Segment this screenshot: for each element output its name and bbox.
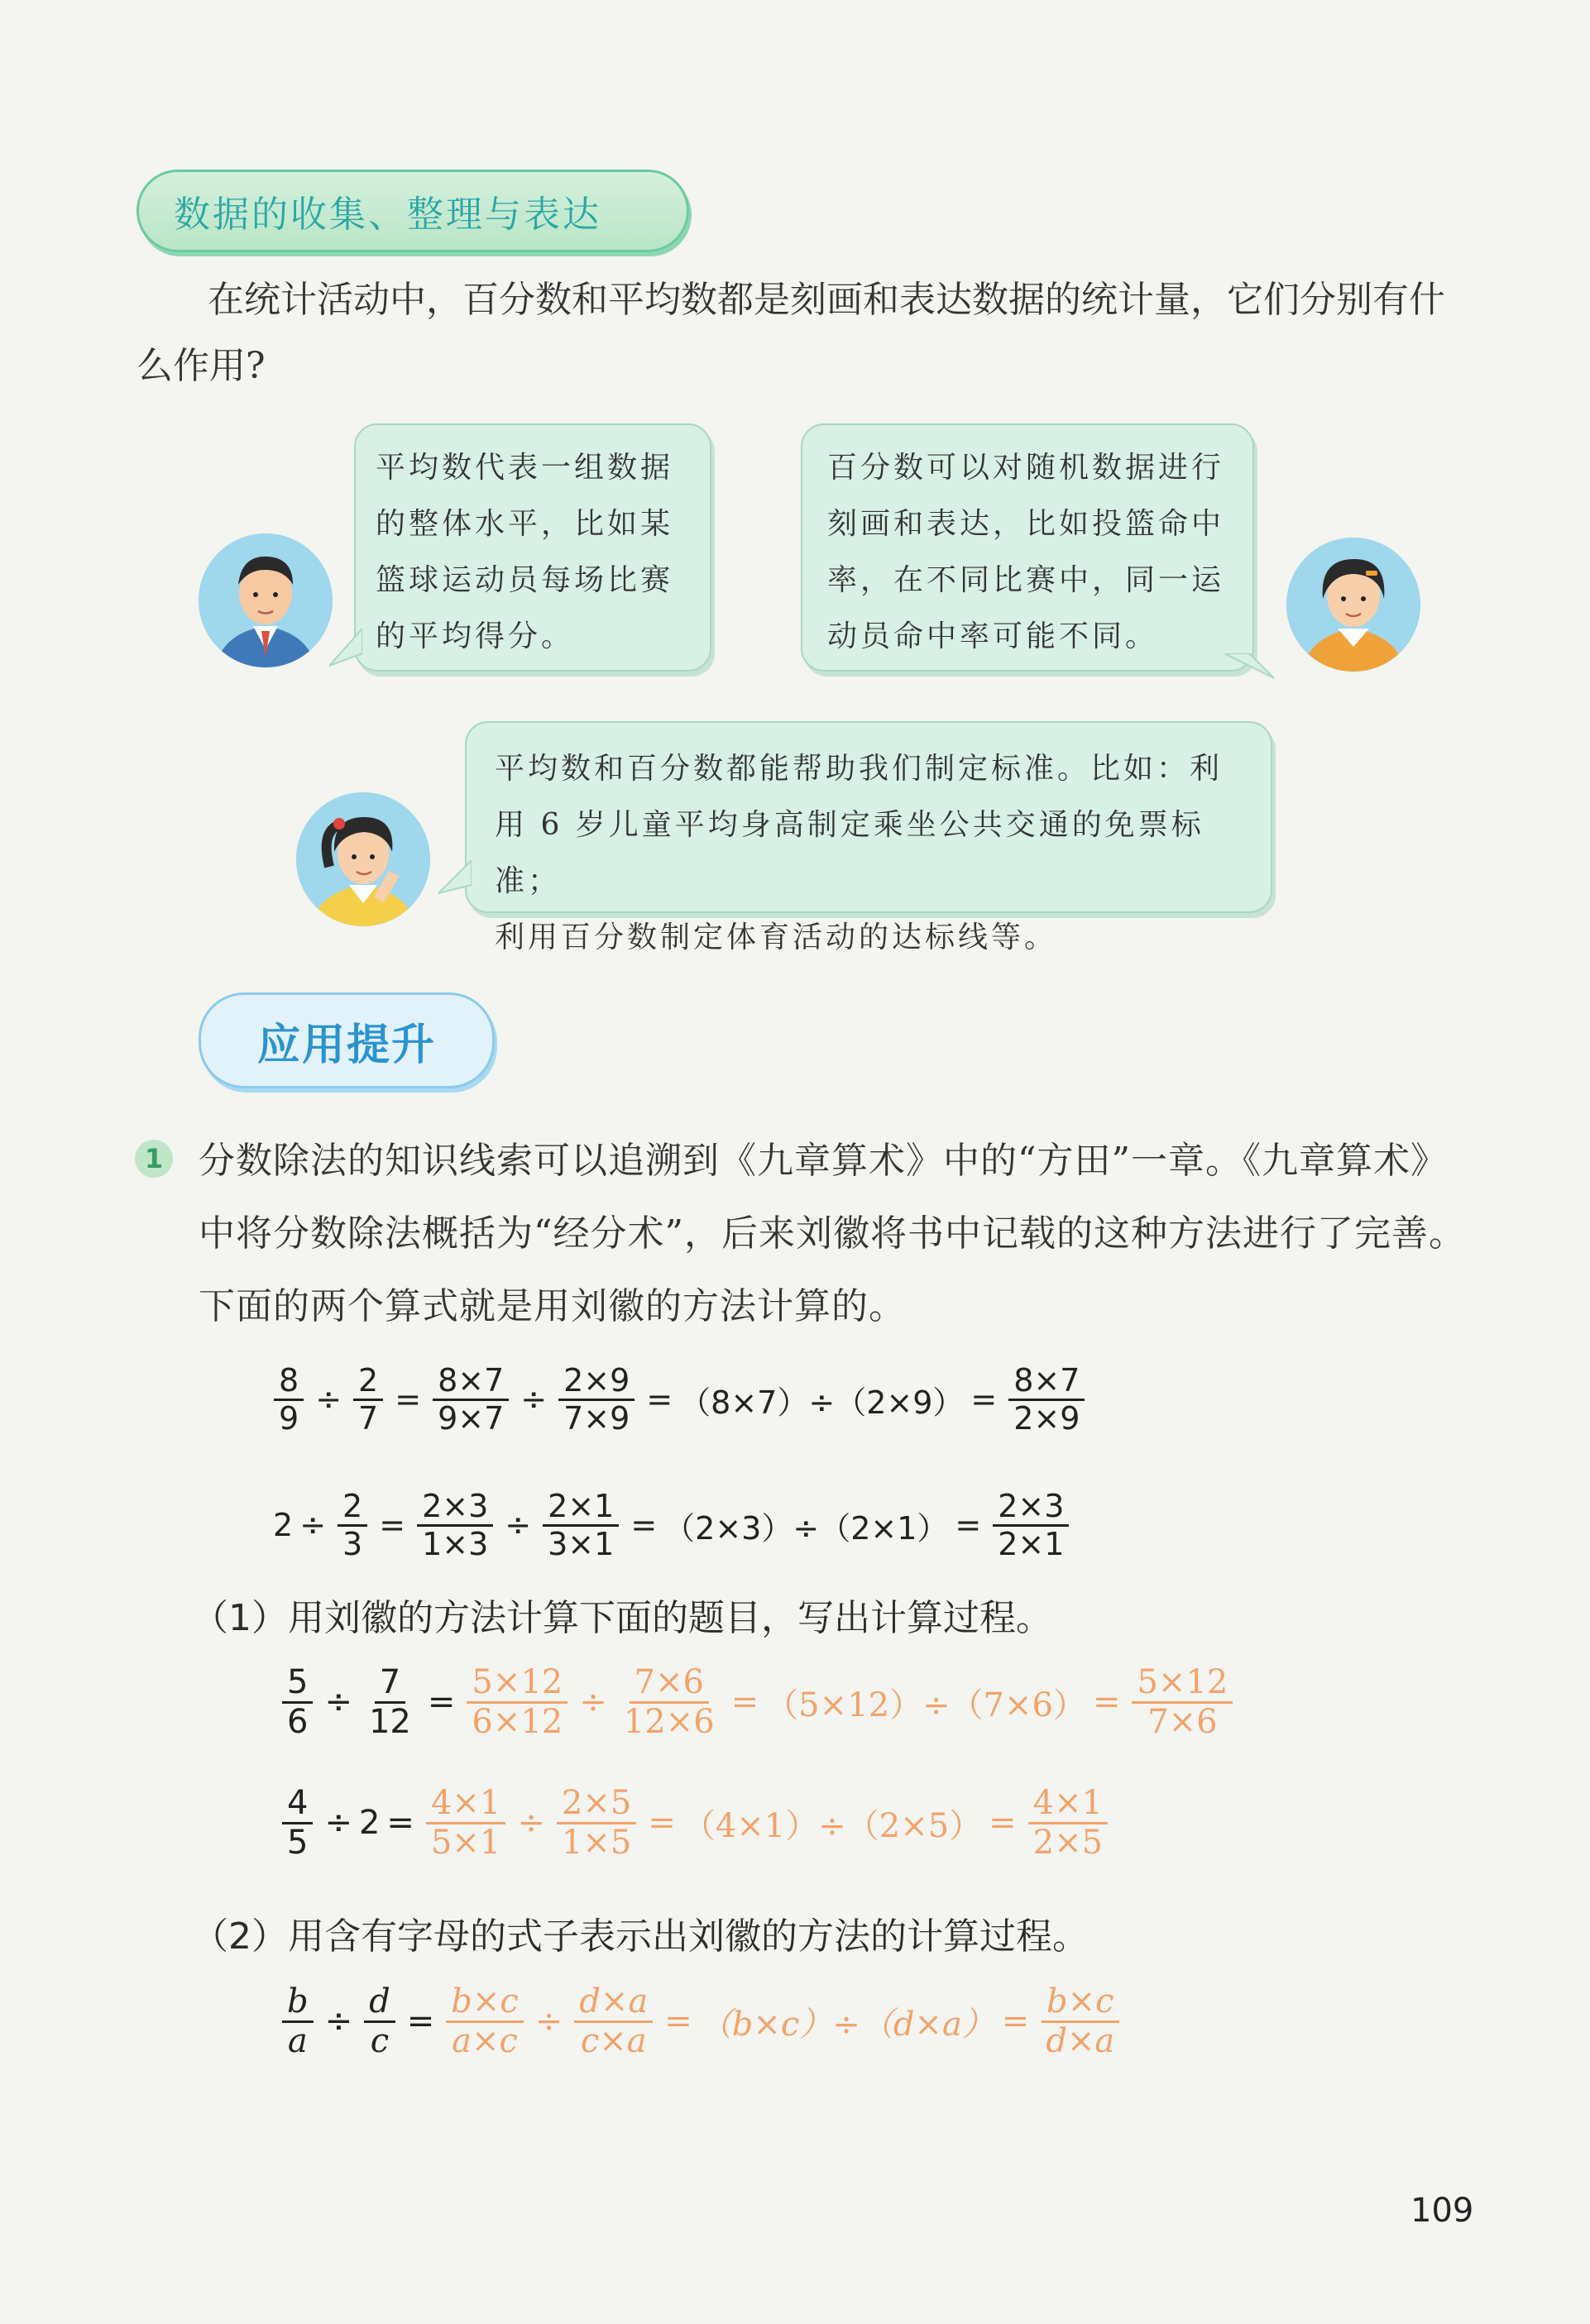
bubble-line: 平均数和百分数都能帮助我们制定标准。比如：利 [495, 752, 1224, 786]
question-text: 分数除法的知识线索可以追溯到《九章算术》中的“方田”一章。《九章算术》中将分数除法概括为“经分术”，后来刘徽将书中记载的这种方法进行了完善。下面的两个算式就是用刘徽的方法计算的。 [199, 1140, 1466, 1327]
section2-title: 应用提升 [256, 1020, 436, 1070]
fraction: $\frac{7}{12}$ [368, 1663, 411, 1741]
bubble-line: 利用百分数制定体育活动的达标线等。 [495, 921, 1058, 954]
fraction: $\frac{4}{5}$ [282, 1785, 313, 1862]
example-equation-2: 2 ÷ $\frac{2}{3}$ = $\frac{2\times 3}{1\times 3}$ ÷ $\frac{2\times 1}{3\times 1}$ = （2×3）÷（2×1） = $\frac{2\times 3}{2\times 1}$ [273, 1489, 1074, 1561]
fraction: $\frac{8\times 7}{9\times 7}$ [433, 1363, 509, 1436]
bubble-tail [1224, 653, 1274, 686]
bubble-line: 刻画和表达，比如投篮命中 [827, 507, 1225, 541]
fraction: $\frac{b}{a}$ [282, 1983, 314, 2060]
intro-paragraph: 在统计活动中，百分数和平均数都是刻画和表达数据的统计量，它们分别有什么作用? [136, 279, 1445, 387]
girl-ponytail-illustration [296, 792, 430, 926]
bubble-line: 的整体水平，比如某 [376, 507, 674, 541]
girl-illustration [1286, 538, 1420, 672]
bubble-line: 平均数代表一组数据 [376, 451, 674, 485]
bubble-line: 动员命中率可能不同。 [827, 619, 1159, 653]
part2-prompt: （2）用含有字母的式子表示出刘徽的方法的计算过程。 [192, 1915, 1089, 1958]
fraction: $\frac{2\times 1}{3\times 1}$ [543, 1489, 619, 1561]
page-number: 109 [1410, 2192, 1474, 2230]
bubble-line: 百分数可以对随机数据进行 [827, 451, 1225, 485]
bubble-line: 用 6 岁儿童平均身高制定乘坐公共交通的免票标准； [495, 808, 1204, 898]
part2-equation: $\frac{b}{a}$ ÷ $\frac{d}{c}$ = $\frac{b\times c}{a\times c}$ ÷ $\frac{d\times a}{c\times a}$ = （b×c）÷（d×a） = $\frac{b\times c}{d\times a}$ [277, 1983, 1124, 2060]
bubble-tail [438, 860, 472, 901]
bubble-line: 率，在不同比赛中，同一运 [827, 563, 1225, 597]
section-title-pill [136, 170, 689, 252]
bubble-line: 篮球运动员每场比赛 [376, 563, 674, 597]
fraction: $\frac{2\times 3}{2\times 1}$ [993, 1489, 1069, 1561]
part1-equation-b: $\frac{4}{5}$ ÷ 2 = $\frac{4\times 1}{5\times 1}$ ÷ $\frac{2\times 5}{1\times 5}$ = （4×1）÷（2×5） = $\frac{4\times 1}{2\times 5}$ [277, 1785, 1113, 1862]
part1-prompt: （1）用刘徽的方法计算下面的题目，写出计算过程。 [192, 1597, 1052, 1639]
handwritten-answer: $\frac{4\times 1}{5\times 1}$ ÷ $\frac{2\times 5}{1\times 5}$ = （4×1）÷（2×5） = $\frac{4\times 1}{2\times 5}$ [421, 1785, 1113, 1862]
fraction: $\frac{2}{7}$ [353, 1363, 383, 1436]
question-number-badge: 1 [135, 1140, 173, 1178]
boy-avatar [199, 533, 333, 667]
part1-equation-a: $\frac{5}{6}$ ÷ $\frac{7}{12}$ = $\frac{5\times 12}{6\times 12}$ ÷ $\frac{7\times 6}{12\times 6}$ = （5×12）÷（7×6） = $\frac{5\times 12}{7\times 6}$ [277, 1664, 1238, 1741]
bubble-line: 的平均得分。 [376, 619, 575, 653]
equation-middle: （8×7）÷（2×9） [679, 1384, 965, 1421]
fraction: $\frac{d}{c}$ [364, 1983, 395, 2060]
handwritten-answer: $\frac{5\times 12}{6\times 12}$ ÷ $\frac{7\times 6}{12\times 6}$ = （5×12）÷（7×6） = $\frac{5\times 12}{7\times 6}$ [462, 1664, 1238, 1741]
equation-middle: （2×3）÷（2×1） [663, 1509, 949, 1547]
girl-avatar-right [1286, 538, 1420, 672]
speech-bubble-boy [354, 423, 711, 672]
example-equation-1: $\frac{8}{9}$ ÷ $\frac{2}{7}$ = $\frac{8\times 7}{9\times 7}$ ÷ $\frac{2\times 9}{7\times 9}$ = （8×7）÷（2×9） = $\frac{8\times 7}{2\times 9}$ [269, 1363, 1090, 1436]
speech-bubble-girl-right [801, 423, 1254, 672]
section-title: 数据的收集、整理与表达 [174, 194, 601, 236]
fraction: $\frac{2\times 9}{7\times 9}$ [558, 1363, 635, 1436]
girl-avatar-bottom [296, 792, 430, 926]
handwritten-answer: $\frac{b\times c}{a\times c}$ ÷ $\frac{d\times a}{c\times a}$ = （b×c）÷（d×a） = $\frac{b\times c}{d\times a}$ [441, 1983, 1124, 2060]
speech-bubble-girl-bottom [465, 721, 1272, 954]
section2-title-pill [199, 992, 495, 1088]
fraction: $\frac{5}{6}$ [282, 1664, 313, 1741]
fraction: $\frac{8}{9}$ [274, 1363, 304, 1436]
fraction: $\frac{8\times 7}{2\times 9}$ [1008, 1363, 1085, 1436]
fraction: $\frac{2\times 3}{1\times 3}$ [417, 1489, 493, 1561]
boy-illustration [199, 533, 333, 667]
fraction: $\frac{2}{3}$ [338, 1489, 367, 1561]
bubble-tail [329, 629, 362, 670]
